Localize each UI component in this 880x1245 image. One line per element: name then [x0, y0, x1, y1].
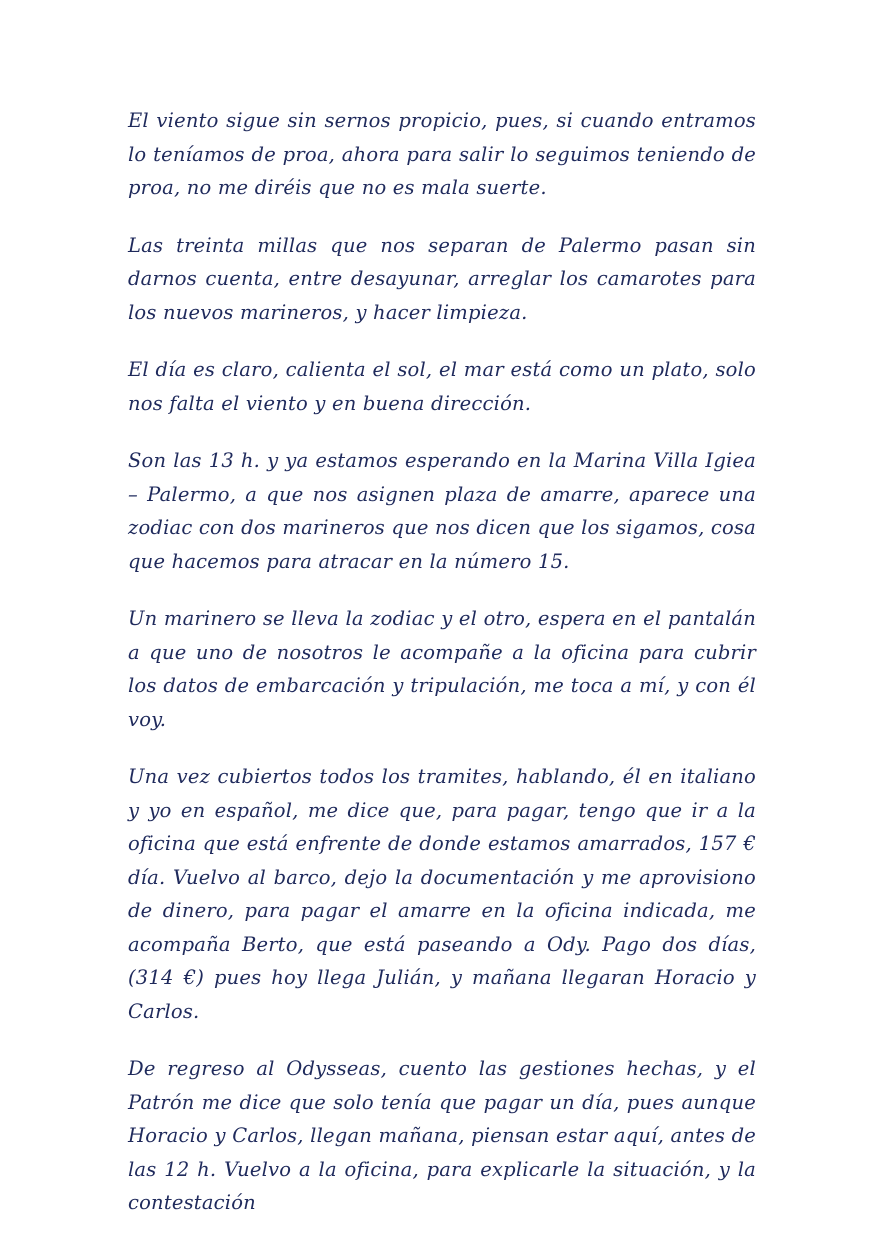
- paragraph-6: Una vez cubiertos todos los tramites, hablando, él en italiano y yo en español, me dice que, para pagar, tengo que ir a la oficina que está enfrente de donde estamos amarrados, 157 € día. Vuelvo al barco, dejo la documentación y me aprovisiono de dinero, para pagar el amarre en la oficina indicada, me acompaña Berto, que está paseando a Ody. Pago dos días, (314 €) pues hoy llega Julián, y mañana llegaran Horacio y Carlos.: [128, 765, 756, 1023]
- paragraph-2: Las treinta millas que nos separan de Palermo pasan sin darnos cuenta, entre desayunar, arreglar los camarotes para los nuevos marineros, y hacer limpieza.: [128, 233, 756, 324]
- paragraph-7: De regreso al Odysseas, cuento las gestiones hechas, y el Patrón me dice que solo tenía que pagar un día, pues aunque Horacio y Carlos, llegan mañana, piensan estar aquí, antes de las 12 h. Vuelvo a la oficina, para explicarle la situación, y la contestación: [128, 1057, 756, 1214]
- paragraph-5: Un marinero se lleva la zodiac y el otro, espera en el pantalán a que uno de nosotros le acompañe a la oficina para cubrir los datos de embarcación y tripulación, me toca a mí, y con él voy.: [128, 607, 756, 731]
- paragraph-3: El día es claro, calienta el sol, el mar está como un plato, solo nos falta el viento y en buena dirección.: [128, 358, 756, 415]
- paragraph-1: El viento sigue sin sernos propicio, pues, si cuando entramos lo teníamos de proa, ahora para salir lo seguimos teniendo de proa, no me diréis que no es mala suerte.: [128, 109, 756, 199]
- paragraph-4: Son las 13 h. y ya estamos esperando en la Marina Villa Igiea – Palermo, a que nos asignen plaza de amarre, aparece una zodiac con dos marineros que nos dicen que los sigamos, cosa que hacemos para atracar en la número 15.: [128, 449, 756, 573]
- document-body: [128, 104, 756, 1244]
